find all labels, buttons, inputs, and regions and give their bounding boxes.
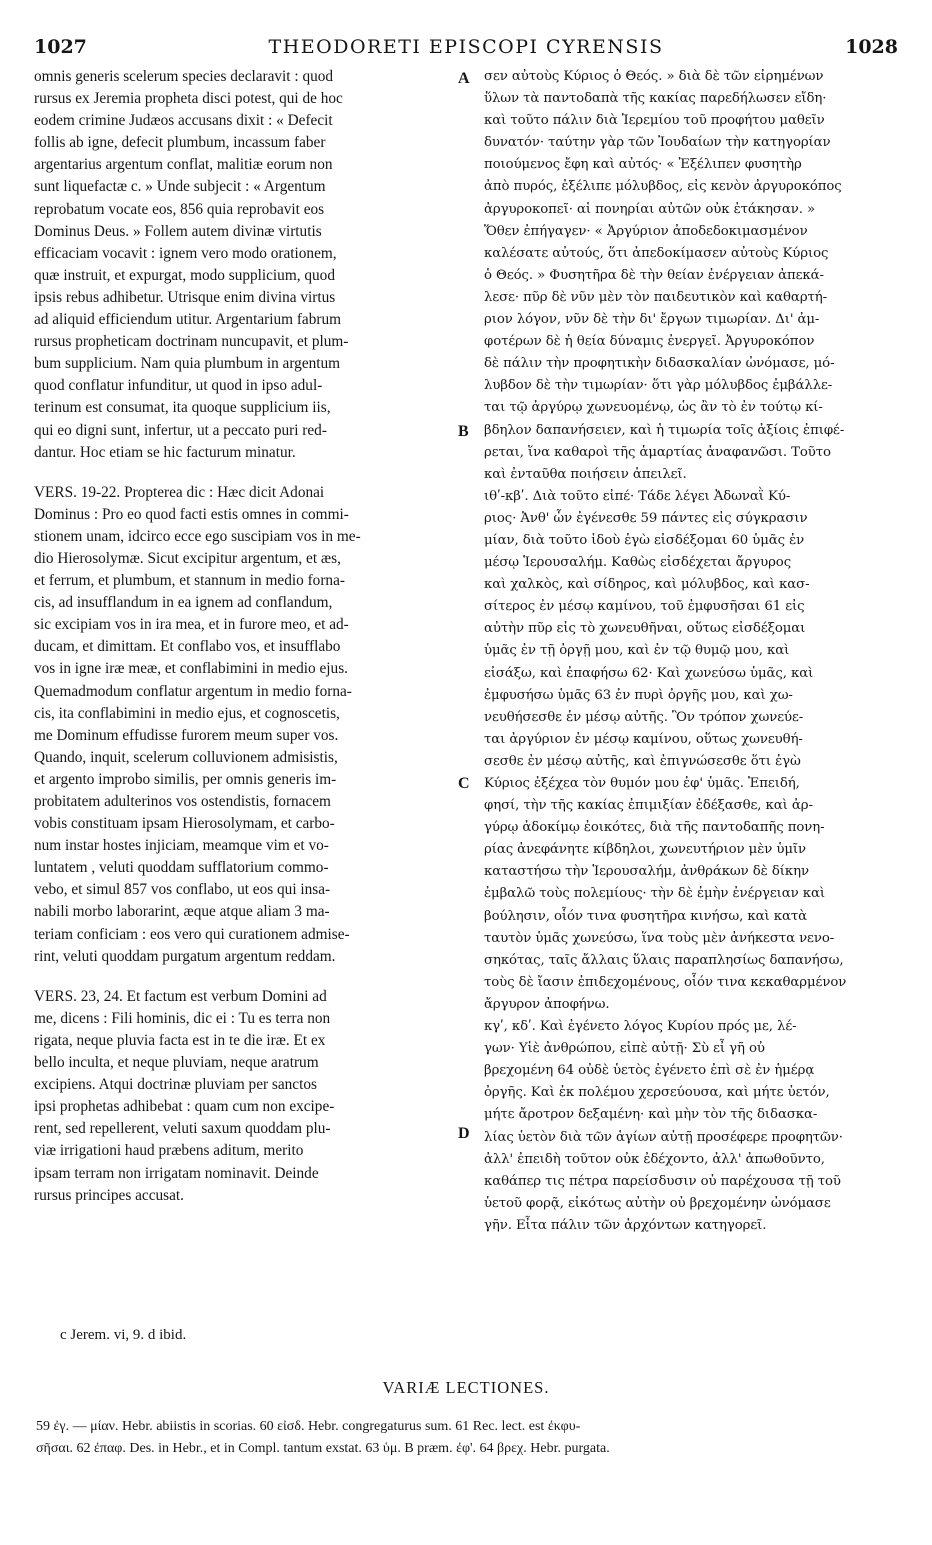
latin-text-line: Quemadmodum conflatur argentum in medio forna- xyxy=(34,682,352,700)
greek-text-line: σεν αὐτοὺς Κύριος ὁ Θεός. » διὰ δὲ τῶν εἰρημένων xyxy=(484,69,824,84)
greek-text-line: κγʹ, κδʹ. Καὶ ἐγένετο λόγος Κυρίου πρός με, λέ- xyxy=(484,1019,797,1035)
greek-text-line: δυνατόν· ταύτην γὰρ τῶν Ἰουδαίων τὴν κατηγορίαν xyxy=(484,135,831,151)
latin-text-line: vebo, et simul 857 vos conflabo, ut eos qui insa- xyxy=(34,881,331,899)
latin-text-line: num instar hostes injiciam, meamque vim et vo- xyxy=(34,837,329,855)
variae-lectiones-title: VARIÆ LECTIONES. xyxy=(382,1378,550,1397)
latin-text-line: VERS. 23, 24. Et factum est verbum Domini ad xyxy=(34,987,327,1005)
latin-text-line: vos in igne iræ meæ, et conflabimini in medio ejus. xyxy=(34,660,348,678)
greek-text-line: καταστήσω τὴν Ἱερουσαλήμ, ἀνθράκων δὲ δίκην xyxy=(484,864,809,880)
latin-column xyxy=(34,66,440,1207)
greek-text-line: λεσε· πῦρ δὲ νῦν μὲν τὸν παιδευτικὸν καὶ καθαρτή- xyxy=(484,289,828,305)
greek-text-line: Κύριος ἐξέχεα τὸν θυμόν μου ἐφ' ὑμᾶς. Ἐπειδή, xyxy=(484,776,800,791)
greek-text-line: νευθήσεσθε ἐν μέσῳ αὐτῆς. Ὃν τρόπον χωνεύε- xyxy=(484,709,804,725)
latin-text-line: eodem crimine Judæos accusans dixit : « Defecit xyxy=(34,112,333,130)
greek-column xyxy=(484,66,898,1237)
greek-text-line: λυβδον δὲ τὴν τιμωρίαν· ὅτι γὰρ μόλυβδος ἐμβάλλε- xyxy=(484,378,833,394)
latin-text-line: viæ irrigationi haud præbens aditum, merito xyxy=(34,1142,304,1160)
latin-text-line: dantur. Hoc etiam se hic facturum minatur. xyxy=(34,443,296,461)
latin-text-line: cis, ad insufflandum in ea ignem ad conflandum, xyxy=(34,594,333,612)
latin-text-line: ducam, et dimittam. Et conflabo vos, et insufflabo xyxy=(34,638,341,656)
page-number-right: 1028 xyxy=(845,36,898,58)
greek-text-line: γων· Υἱὲ ἀνθρώπου, εἰπὲ αὐτῇ· Σὺ εἶ γῆ οὐ xyxy=(484,1041,765,1057)
latin-text-line: et argento improbo similis, per omnis generis im- xyxy=(34,770,337,788)
greek-text-line: ὁ Θεός. » Φυσητῆρα δὲ τὴν θείαν ἐνέργειαν ἀπεκά- xyxy=(484,267,824,283)
margin-marker-b: B xyxy=(458,423,469,440)
running-title: THEODORETI EPISCOPI CYRENSIS xyxy=(268,36,664,58)
greek-text-line: ἀπὸ πυρός, ἐξέλιπε μόλυβδος, εἰς κενὸν ἀργυροκόπος xyxy=(484,179,842,195)
greek-text-line: γύρῳ ἀδοκίμῳ ἐοικότες, διὰ τῆς παντοδαπῆς πονη- xyxy=(484,820,825,836)
latin-text-line: rursus propheticam doctrinam nuncupavit, et plum- xyxy=(34,333,349,351)
latin-text-line: sic excipiam vos in ira mea, et in furore meo, et ad- xyxy=(34,616,349,634)
greek-text-line: ται ἀργύριον ἐν μέσῳ καμίνου, οὕτως χωνευθή- xyxy=(484,731,803,747)
latin-text-line: sunt liquefactæ c. » Unde subjecit : « Argentum xyxy=(34,178,326,196)
paragraph-gap xyxy=(34,464,440,482)
greek-text-line: ριον λόγον, νῦν δὲ τὴν δι' ἔργων τιμωρίαν. Δι' ἀμ- xyxy=(484,312,820,328)
latin-text-line: Quando, inquit, scelerum colluvionem admisistis, xyxy=(34,748,338,766)
latin-text-line: follis ab igne, defecit plumbum, incassum faber xyxy=(34,134,326,152)
greek-text-line: καὶ χαλκὸς, καὶ σίδηρος, καὶ μόλυβδος, καὶ κασ- xyxy=(484,577,810,593)
greek-text-line: καὶ ἐνταῦθα ποιήσειν ἀπειλεῖ. xyxy=(484,466,687,482)
greek-text-line: ποιούμενος ἔφη καὶ αὐτός· « Ἐξέλιπεν φυσητὴρ xyxy=(484,157,802,173)
greek-text-line: καλέσατε αὐτούς, ὅτι ἀπεδοκίμασεν αὐτοὺς Κύριος xyxy=(484,245,829,261)
greek-text-line: ταυτὸν ὑμᾶς χωνεύσω, ἵνα τοὺς μὲν ἀνήκεστα νενο- xyxy=(484,930,835,946)
greek-text-line: βρεχομένη 64 οὐδὲ ὑετὸς ἐγένετο ἐπὶ σὲ ἐν ἡμέρᾳ xyxy=(484,1063,815,1079)
latin-text-line: qui eo digni sunt, infertur, ut a peccato puri red- xyxy=(34,421,327,439)
latin-text-line: terinum est consumat, ita quoque supplicium iis, xyxy=(34,399,331,417)
latin-text-line: quod conflatur infunditur, ut quod in ipso adul- xyxy=(34,377,323,395)
variant-reading-line: σῆσαι. 62 ἐπαφ. Des. in Hebr., et in Compl. tantum exstat. 63 ὑμ. B præm. ἐφ'. 64 βρεχ. Hebr. purgata. xyxy=(36,1441,610,1456)
latin-text-line: bum supplicium. Nam quia plumbum in argentum xyxy=(34,355,341,373)
greek-text-line: μίαν, διὰ τοῦτο ἰδοὺ ἐγὼ εἰσδέξομαι 60 ὑμᾶς ἐν xyxy=(484,532,805,548)
greek-text-line: ἀργυροκοπεῖ· αἱ πονηρίαι αὐτῶν οὐκ ἐτάκησαν. » xyxy=(484,201,815,217)
greek-text-line: ται τῷ ἀργύρῳ χωνευομένῳ, ὡς ἂν τὸ ἐν τούτῳ κί- xyxy=(484,400,823,416)
greek-text-line: ὑετοῦ φορᾷ, εἰκότως αὐτὴν οὐ βρεχομένην ὠνόμασε xyxy=(484,1195,831,1211)
greek-text-line: βδηλον δαπανήσειεν, καὶ ἡ τιμωρία τοῖς ἀξίοις ἐπιφέ- xyxy=(484,422,845,438)
greek-text-line: αὐτὴν πῦρ εἰς τὸ χωνευθῆναι, οὕτως εἰσδέξομαι xyxy=(484,621,806,637)
margin-marker-a: A xyxy=(458,70,470,87)
latin-text-line: cis, ita conflabimini in medio ejus, et cognoscetis, xyxy=(34,704,340,722)
latin-text-line: Dominus : Pro eo quod facti estis omnes in commi- xyxy=(34,505,349,523)
greek-text-line: τοὺς δὲ ἴασιν ἐπιδεχομένους, οἷόν τινα κεκαθαρμένον xyxy=(484,974,847,990)
latin-text-line: ipsi prophetas adhibebat : quam cum non excipe- xyxy=(34,1098,335,1116)
latin-text-line: ipsis rebus adhibetur. Utrisque enim divina virtus xyxy=(34,288,336,306)
variae-lectiones xyxy=(36,1416,898,1460)
latin-text-line: Dominus Deus. » Follem autem divinæ virtutis xyxy=(34,222,322,240)
margin-marker-d: D xyxy=(458,1125,470,1142)
running-header xyxy=(34,36,898,62)
latin-text-line: luntatem , veluti quoddam sufflatorium commo- xyxy=(34,859,329,877)
variant-reading-line: 59 ἐγ. — μίαν. Hebr. abiistis in scorias. 60 εἰσδ. Hebr. congregaturus sum. 61 Rec. lect. est ἐκφυ- xyxy=(36,1419,581,1434)
latin-text-line: vobis constituam ipsam Hierosolymam, et carbo- xyxy=(34,815,335,833)
paragraph-gap xyxy=(34,968,440,986)
latin-text-line: reprobatum vocate eos, 856 quia reprobavit eos xyxy=(34,200,325,218)
latin-text-line: ipsam terram non irrigatam nominavit. Deinde xyxy=(34,1164,319,1182)
margin-marker-c: C xyxy=(458,775,470,792)
latin-text-line: et ferrum, et plumbum, et stannum in medio forna- xyxy=(34,572,345,590)
latin-text-line: omnis generis scelerum species declaravit : quod xyxy=(34,68,334,85)
greek-text-line: καὶ τοῦτο πάλιν διὰ Ἱερεμίου τοῦ προφήτου μαθεῖν xyxy=(484,113,825,129)
latin-text-line: teriam conficiam : eos vero qui curationem admise- xyxy=(34,925,350,943)
greek-text-line: σηκότας, ταῖς ἄλλαις ὕλαις παραπλησίως δαπανήσω, xyxy=(484,952,844,968)
latin-text-line: rent, sed repellerent, veluti saxum quoddam plu- xyxy=(34,1120,331,1138)
greek-text-line: Ὅθεν ἐπήγαγεν· « Ἀργύριον ἀποδεδοκιμασμένον xyxy=(484,223,808,239)
greek-text-line: γῆν. Εἶτα πάλιν τῶν ἀρχόντων κατηγορεῖ. xyxy=(484,1217,767,1233)
latin-text-line: argentarius argentum conflat, malitiæ eorum non xyxy=(34,156,333,174)
greek-text-line: φησί, τὴν τῆς κακίας ἐπιμιξίαν ἐδέξασθε, καὶ ἀρ- xyxy=(484,798,813,814)
greek-text-line: ριος· Ἀνθ' ὧν ἐγένεσθε 59 πάντες εἰς σύγκρασιν xyxy=(484,510,808,526)
latin-text-line: rursus ex Jeremia propheta disci potest, qui de hoc xyxy=(34,90,343,108)
latin-text-line: rint, veluti quoddam purgatum argentum reddam. xyxy=(34,947,336,965)
latin-text-line: VERS. 19-22. Propterea dic : Hæc dicit Adonai xyxy=(34,483,325,501)
greek-text-line: ὀργῆς. Καὶ ἐκ πολέμου χερσεύουσα, καὶ μήτε ὑετόν, xyxy=(484,1085,830,1101)
greek-text-line: σεσθε ἐν μέσῳ αὐτῆς, καὶ ἐπιγνώσεσθε ὅτι ἐγὼ xyxy=(484,753,801,769)
greek-text-line: δὲ πάλιν τὴν προφητικὴν διδασκαλίαν ὠνόμασε, μό- xyxy=(484,356,835,372)
latin-text-line: quæ instruit, et expurgat, modo supplicium, quod xyxy=(34,266,335,284)
latin-text-line: stionem unam, idcirco ecce ego suscipiam vos in me- xyxy=(34,527,361,545)
greek-text-line: ὕλων τὰ παντοδαπὰ τῆς κακίας παρεδήλωσεν εἴδη· xyxy=(484,91,827,107)
greek-text-line: ἐμφυσήσω ὑμᾶς 63 ἐν πυρὶ ὀργῆς μου, καὶ χω- xyxy=(484,687,793,703)
greek-text-line: φοτέρων δὲ ἡ θεία δύναμις ἐνεργεῖ. Ἀργυροκόπον xyxy=(484,334,815,350)
latin-text-line: probitatem adulterinos vos ostendistis, fornacem xyxy=(34,793,331,810)
greek-text-line: βούλησιν, οἷόν τινα φυσητῆρα κινήσω, καὶ κατὰ xyxy=(484,908,807,924)
latin-text-line: rursus principes accusat. xyxy=(34,1186,184,1204)
greek-text-line: ἄργυρον ἀποφήνω. xyxy=(484,996,610,1012)
greek-text-line: ἀλλ' ἐπειδὴ τοῦτον οὐκ ἐδέχοντο, ἀλλ' ἀπωθοῦντο, xyxy=(484,1151,825,1167)
greek-text-line: λίας ὑετὸν διὰ τῶν ἁγίων αὐτῇ προσέφερε προφητῶν· xyxy=(484,1129,843,1145)
greek-text-line: μήτε ἄροτρον δεξαμένη· καὶ μὴν τὸν τῆς διδασκα- xyxy=(484,1107,818,1123)
latin-text-line: bello inculta, et neque pluviam, neque aratrum xyxy=(34,1054,319,1072)
latin-text-line: excipiens. Atqui doctrinæ pluviam per sanctos xyxy=(34,1076,317,1094)
greek-text-line: ὑμᾶς ἐν τῇ ὀργῇ μου, καὶ ἐν τῷ θυμῷ μου, καὶ xyxy=(484,643,790,659)
greek-text-line: ρεται, ἵνα καθαροὶ τῆς ἁμαρτίας ἀναφανῶσι. Τοῦτο xyxy=(484,444,831,460)
latin-text-line: nabili morbo laborarint, æque atque aliam 3 ma- xyxy=(34,903,330,921)
footnotes: c Jerem. vi, 9. d ibid. xyxy=(60,1327,187,1343)
latin-text-line: rigata, neque pluvia facta est in te die iræ. Et ex xyxy=(34,1031,326,1049)
latin-text-line: me, dicens : Fili hominis, dic ei : Tu es terra non xyxy=(34,1009,331,1027)
greek-text-line: ἐμβαλῶ τοὺς πολεμίους· τὴν δὲ ἐμὴν ἐνέργειαν καὶ xyxy=(484,886,825,902)
latin-text-line: dio Hierosolymæ. Sicut excipitur argentum, et æs, xyxy=(34,549,341,567)
page-number-left: 1027 xyxy=(34,36,87,58)
greek-text-line: ιθʹ-κβʹ. Διὰ τοῦτο εἰπέ· Τάδε λέγει Ἀδωναῒ Κύ- xyxy=(484,488,791,504)
greek-text-line: σίτερος ἐν μέσῳ καμίνου, τοῦ ἐμφυσῆσαι 61 εἰς xyxy=(484,599,805,615)
greek-text-line: ρίας ἀνεφάνητε κίβδηλοι, χωνευτήριον μὲν ὑμῖν xyxy=(484,842,806,858)
latin-text-line: efficaciam vocavit : ignem vero modo orationem, xyxy=(34,244,337,262)
greek-text-line: εἰσάξω, καὶ ἐπαφήσω 62· Καὶ χωνεύσω ὑμᾶς, καὶ xyxy=(484,665,814,681)
latin-text-line: me Dominum effudisse furorem meum super vos. xyxy=(34,726,339,744)
latin-text-line: ad aliquid efficiendum utitur. Argentarium fabrum xyxy=(34,311,341,329)
greek-text-line: μέσῳ Ἱερουσαλήμ. Καθὼς εἰσδέχεται ἄργυρος xyxy=(484,555,792,571)
greek-text-line: καθάπερ τις πέτρα παρείσδυσιν οὐ παρέχουσα τῇ τοῦ xyxy=(484,1173,841,1189)
